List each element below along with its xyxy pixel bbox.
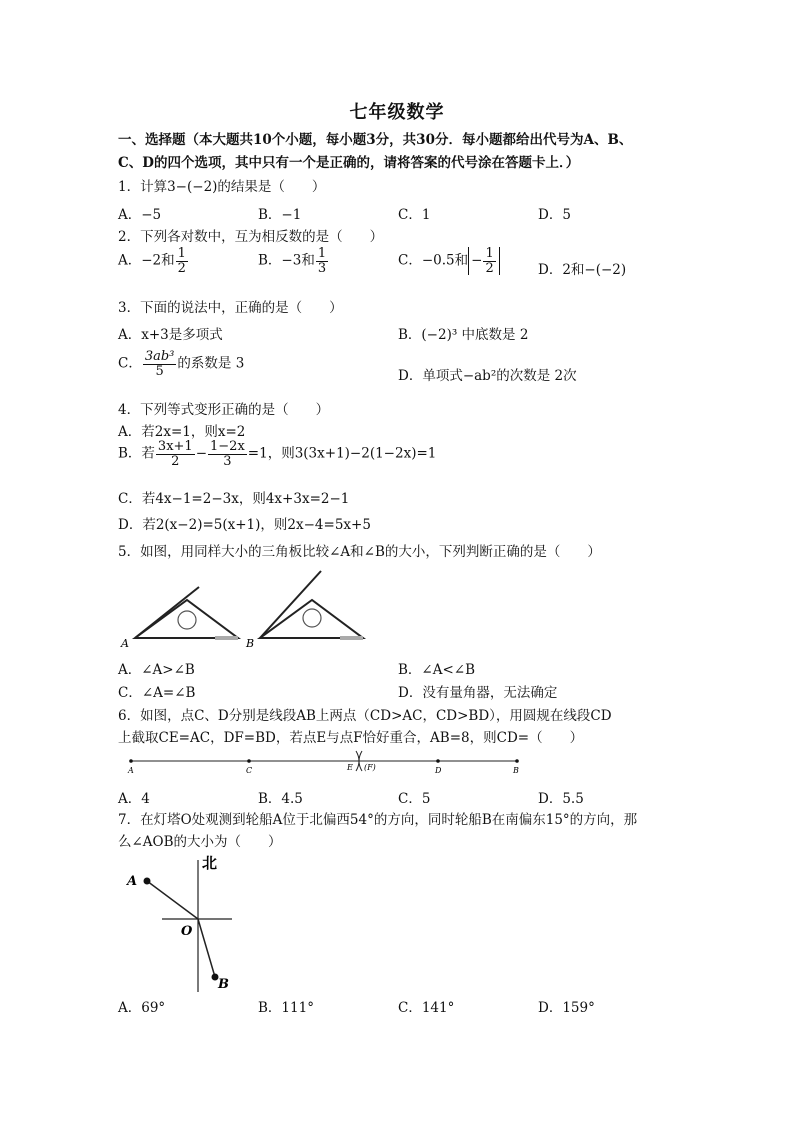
- point-b: [515, 759, 519, 763]
- triangle-figure-b: [245, 571, 363, 650]
- label-b: B: [246, 637, 255, 650]
- label-ship-b: B: [218, 977, 229, 992]
- label-a: A: [121, 637, 129, 650]
- q6-option-d: D．5.5: [538, 791, 584, 807]
- ray-ob: [198, 919, 215, 977]
- q4-option-d: D．若2(x−2)=5(x+1)，则2x−4=5x+5: [118, 517, 371, 533]
- angle-a-ray: [135, 587, 199, 638]
- q5-option-b: B．∠A<∠B: [398, 662, 476, 678]
- q7-option-d: D．159°: [538, 1000, 595, 1016]
- triangle-b-hole: [303, 609, 321, 627]
- triangle-a-outline: [135, 600, 238, 638]
- q2-b-fraction: [316, 247, 328, 275]
- q2-a-fraction: [176, 247, 188, 275]
- question-5: 5．如图，用同样大小的三角板比较∠A和∠B的大小，下列判断正确的是（ ）: [118, 544, 601, 560]
- point-c: [247, 759, 251, 763]
- q2-option-c: [398, 247, 500, 275]
- q2-c-sign: −: [471, 252, 483, 269]
- question-7-line1: 7．在灯塔O处观测到轮船A位于北偏西54°的方向，同时轮船B在南偏东15°的方向，那: [118, 812, 638, 828]
- question-1: 1．计算3−(−2)的结果是（ ）: [118, 179, 326, 195]
- label-ship-a: A: [127, 874, 138, 889]
- q3-option-a: A．x+3是多项式: [118, 327, 223, 343]
- label-lighthouse-o: O: [181, 924, 193, 939]
- q7-option-b: B．111°: [258, 1000, 314, 1016]
- ray-oa: [147, 881, 198, 919]
- triangle-b-outline: [260, 600, 363, 638]
- q1-option-c: C．1: [398, 207, 431, 223]
- q3-c-suffix: 的系数是 3: [177, 355, 245, 372]
- q4-option-b: [118, 440, 436, 468]
- q2-a-numerator: 1: [177, 246, 186, 261]
- question-6-line1: 6．如图，点C、D分别是线段AB上两点（CD>AC，CD>BD），用圆规在线段CD: [118, 708, 612, 724]
- question-6-line2: 上截取CE=AC，DF=BD，若点E与点F恰好重合，AB=8，则CD=（ ）: [118, 730, 584, 746]
- q7-option-c: C．141°: [398, 1000, 455, 1016]
- q3-c-numerator: 3ab³: [144, 349, 175, 364]
- question-2: 2．下列各对数中，互为相反数的是（ ）: [118, 229, 384, 245]
- q1-option-d: D．5: [538, 207, 571, 223]
- q2-a-prefix: A．−2和: [118, 252, 175, 269]
- q6-option-b: B．4.5: [258, 791, 303, 807]
- q1-option-b: B．−1: [258, 207, 302, 223]
- q2-b-prefix: B．−3和: [258, 252, 315, 269]
- page-title: 七年级数学: [349, 102, 445, 123]
- q3-c-fraction: [143, 350, 177, 378]
- q2-option-d: D．2和−(−2): [538, 262, 627, 278]
- triangle-figure-a: [120, 587, 238, 650]
- q4-b-fraction-2: [208, 440, 247, 468]
- section-heading-line1: 一、选择题（本大题共10个小题，每小题3分，共30分．每小题都给出代号为A、B、: [118, 132, 633, 148]
- label-seg-a: A: [128, 766, 134, 775]
- point-a: [129, 759, 133, 763]
- angle-b-ray: [260, 571, 321, 638]
- triangle-a-hole: [178, 611, 196, 629]
- q2-c-fraction: [483, 247, 495, 275]
- q4-b-suffix: =1，则3(3x+1)−2(1−2x)=1: [247, 445, 437, 462]
- q7-option-a: A．69°: [118, 1000, 166, 1016]
- label-seg-f: (F): [364, 763, 376, 772]
- label-seg-d: D: [435, 766, 442, 775]
- q2-option-b: [258, 247, 329, 275]
- q6-option-a: A．4: [118, 791, 150, 807]
- label-seg-c: C: [246, 766, 253, 775]
- question-7-line2: 么∠AOB的大小为（ ）: [118, 834, 282, 850]
- q2-c-prefix: C．−0.5和: [398, 252, 469, 269]
- q2-a-denominator: 2: [177, 260, 186, 276]
- q4-b-denominator-2: 3: [223, 453, 232, 469]
- point-d: [436, 759, 440, 763]
- label-seg-b: B: [513, 766, 519, 775]
- q1-option-a: A．−5: [118, 207, 162, 223]
- q7-direction-figure: [120, 850, 250, 995]
- q2-option-a: [118, 247, 189, 275]
- q2-c-abs-value: [468, 247, 500, 275]
- section-heading-line2: C、D的四个选项，其中只有一个是正确的，请将答案的代号涂在答题卡上．）: [118, 155, 580, 171]
- question-3: 3．下面的说法中，正确的是（ ）: [118, 300, 343, 316]
- q3-option-d: D．单项式−ab²的次数是 2次: [398, 368, 577, 384]
- q3-option-c: [118, 350, 244, 378]
- q4-b-denominator-1: 2: [171, 453, 180, 469]
- q3-c-prefix: C．: [118, 355, 142, 372]
- q4-option-c: C．若4x−1=2−3x，则4x+3x=2−1: [118, 491, 350, 507]
- q4-b-numerator-1: 3x+1: [157, 439, 193, 454]
- q5-option-c: C．∠A=∠B: [118, 685, 196, 701]
- q3-c-denominator: 5: [155, 363, 164, 379]
- q2-c-numerator: 1: [485, 246, 494, 261]
- label-seg-e: E: [347, 763, 353, 772]
- q3-option-b: B．(−2)³ 中底数是 2: [398, 327, 529, 343]
- label-north: 北: [202, 854, 218, 872]
- q5-figure: [115, 565, 375, 655]
- q2-c-denominator: 2: [485, 260, 494, 276]
- q2-b-denominator: 3: [317, 260, 327, 276]
- question-4: 4．下列等式变形正确的是（ ）: [118, 402, 330, 418]
- point-ship-a: [144, 878, 151, 885]
- q4-b-fraction-1: [156, 440, 195, 468]
- q4-b-prefix: B．若: [118, 445, 155, 462]
- q6-segment-figure: [115, 748, 535, 778]
- q2-b-numerator: 1: [317, 246, 327, 261]
- q4-option-a: A．若2x=1，则x=2: [118, 424, 246, 440]
- q6-option-c: C．5: [398, 791, 431, 807]
- q5-option-a: A．∠A>∠B: [118, 662, 195, 678]
- q5-option-d: D．没有量角器，无法确定: [398, 685, 558, 701]
- q4-b-minus: −: [195, 445, 208, 462]
- q4-b-numerator-2: 1−2x: [210, 439, 245, 454]
